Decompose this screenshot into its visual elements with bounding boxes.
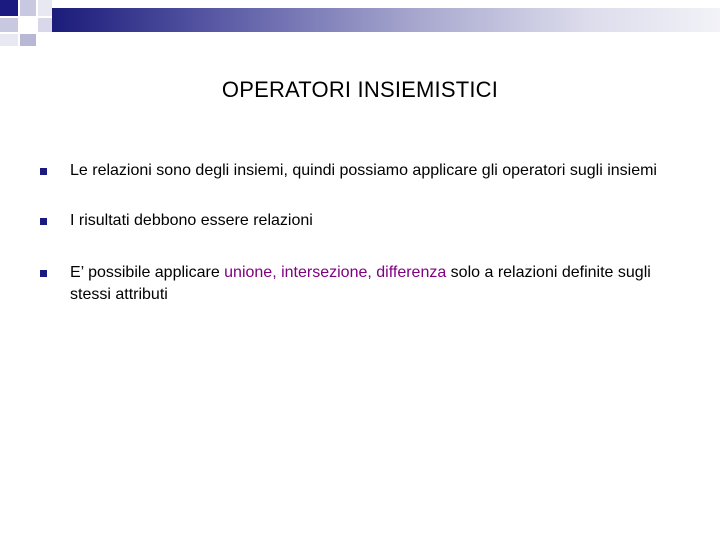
square-bullet-icon (40, 270, 47, 277)
bullet-item (40, 262, 680, 306)
slide-title: OPERATORI INSIEMISTICI (221, 77, 499, 102)
decorative-square (38, 0, 52, 16)
decorative-square (38, 18, 52, 32)
bullet-item (40, 160, 680, 182)
decorative-square (20, 34, 36, 46)
decorative-square (0, 34, 18, 46)
decorative-square (20, 0, 36, 16)
bullet-text-after: solo a relazioni definite sugli stessi attributi (70, 264, 651, 303)
highlighted-operators: unione, intersezione, differenza (224, 264, 447, 281)
square-bullet-icon (40, 168, 47, 175)
bullet-text: I risultati debbono essere relazioni (70, 212, 313, 229)
bullet-item (40, 210, 680, 232)
header-gradient-bar (52, 8, 720, 32)
bullet-text-before: E’ possibile applicare (70, 264, 225, 281)
square-bullet-icon (40, 218, 47, 225)
bullet-text: Le relazioni sono degli insiemi, quindi possiamo applicare gli operatori sugli insiemi (70, 162, 657, 179)
decorative-square (20, 18, 36, 32)
decorative-squares (0, 0, 60, 48)
decorative-square (0, 18, 18, 32)
bullet-list (40, 160, 680, 334)
decorative-square (0, 0, 18, 16)
